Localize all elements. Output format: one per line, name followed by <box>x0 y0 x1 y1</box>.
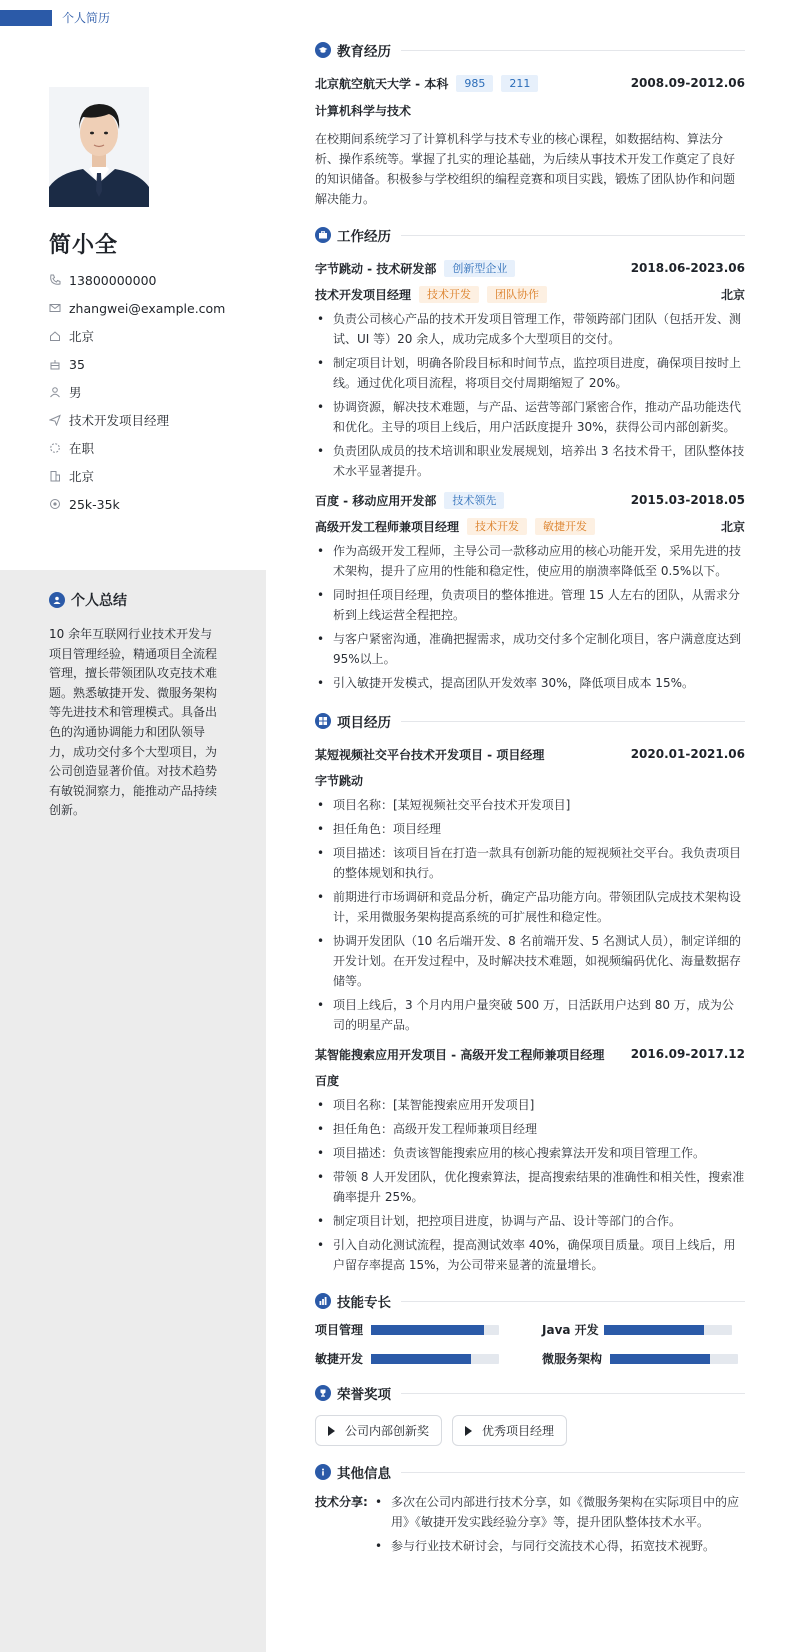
awards-heading <box>315 1379 745 1407</box>
role-tag: 敏捷开发 <box>535 518 595 535</box>
skills-heading <box>315 1287 745 1315</box>
divider <box>401 1301 745 1302</box>
job-header <box>315 489 745 511</box>
skills-grid <box>315 1321 745 1367</box>
list-item: • 带领 8 人开发团队，优化搜索算法，提高搜索结果的准确性和相关性，搜索准确率提升 25%。 <box>315 1167 745 1207</box>
project-name: 某短视频社交平台技术开发项目 - 项目经理 <box>315 747 545 762</box>
job-header <box>315 257 745 279</box>
user-icon <box>49 386 69 398</box>
send-icon <box>49 414 69 426</box>
list-item: • 同时担任项目经理，负责项目的整体推进。管理 15 人左右的团队，从需求分析到上线运营全程把控。 <box>315 585 745 625</box>
award-label: 优秀项目经理 <box>482 1424 555 1438</box>
summary-text: 10 余年互联网行业技术开发与项目管理经验，精通项目全流程管理，擅长带领团队攻克技术难题。熟悉敏捷开发、微服务架构等先进技术和管理模式。具备出色的沟通协调能力和团队领导力，成功交付多个大型项目，为公司创造显著价值。对技术趋势有敏锐洞察力，能推动产品持续创新。 <box>49 627 218 818</box>
role-tag: 团队协作 <box>487 286 547 303</box>
skill-fill <box>610 1354 710 1364</box>
trophy-icon <box>315 1385 331 1401</box>
other-title: 其他信息 <box>337 1466 391 1482</box>
list-item: • 参与行业技术研讨会，与同行交流技术心得，拓宽技术视野。 <box>373 1536 745 1556</box>
briefcase-icon <box>315 227 331 243</box>
project-header <box>315 1043 745 1065</box>
other-bullets <box>373 1492 745 1560</box>
job-role: 技术开发项目经理 <box>315 287 412 302</box>
location-row <box>49 322 225 350</box>
play-icon <box>465 1426 472 1436</box>
list-item: • 协调开发团队（10 名后端开发、8 名前端开发、5 名测试人员），制定详细的开发计划。在开发过程中，及时解决技术难题，如视频编码优化、海量数据存储等。 <box>315 931 745 991</box>
avatar <box>49 87 149 207</box>
cake-icon <box>49 358 69 370</box>
skill-name: Java 开发 <box>542 1323 599 1337</box>
project-name: 某智能搜索应用开发项目 - 高级开发工程师兼项目经理 <box>315 1047 605 1062</box>
job-entry <box>315 489 745 693</box>
job-company: 字节跳动 - 技术研发部 <box>315 261 437 276</box>
candidate-name: 简小全 <box>49 233 119 258</box>
list-item: • 与客户紧密沟通，准确把握需求，成功交付多个定制化项目，客户满意度达到 95%以上。 <box>315 629 745 669</box>
list-item: • 负责团队成员的技术培训和职业发展规划，培养出 3 名技术骨干，团队整体技术水平显著提升。 <box>315 441 745 481</box>
mail-icon <box>49 302 69 314</box>
loading-icon <box>49 442 69 454</box>
phone-row <box>49 266 225 294</box>
skill-fill <box>371 1354 471 1364</box>
school-tag: 211 <box>501 75 538 92</box>
chart-icon <box>315 1293 331 1309</box>
target-city-row <box>49 462 225 490</box>
award-label: 公司内部创新奖 <box>345 1424 430 1438</box>
skill-item <box>315 1350 518 1367</box>
divider <box>401 721 745 722</box>
list-item: • 项目上线后，3 个月内用户量突破 500 万，日活跃用户达到 80 万，成为公司的明星产品。 <box>315 995 745 1035</box>
job-city: 北京 <box>720 519 745 534</box>
phone-text[interactable]: 13800000000 <box>69 272 157 288</box>
list-item: • 担任角色：高级开发工程师兼项目经理 <box>315 1119 745 1139</box>
project-bullets <box>315 795 745 1035</box>
major: 计算机科学与技术 <box>315 103 412 118</box>
target-job-text: 技术开发项目经理 <box>69 413 170 428</box>
divider <box>401 235 745 236</box>
project-bullets <box>315 1095 745 1275</box>
info-icon <box>315 1464 331 1480</box>
projects-title: 项目经历 <box>337 715 391 731</box>
skill-name: 微服务架构 <box>542 1352 603 1366</box>
list-item: • 前期进行市场调研和竞品分析，确定产品功能方向。带领团队完成技术架构设计，采用微服务架构提高系统的可扩展性和稳定性。 <box>315 887 745 927</box>
list-item: • 多次在公司内部进行技术分享，如《微服务架构在实际项目中的应用》《敏捷开发实践经验分享》等，提升团队整体技术水平。 <box>373 1492 745 1532</box>
skill-bar <box>610 1354 738 1364</box>
company-tag: 技术领先 <box>444 492 504 509</box>
age-text: 35 <box>69 356 85 372</box>
skill-bar <box>604 1325 732 1335</box>
building-icon <box>49 470 69 482</box>
project-period: 2020.01-2021.06 <box>630 747 745 761</box>
play-icon <box>328 1426 335 1436</box>
list-item: • 引入敏捷开发模式，提高团队开发效率 30%，降低项目成本 15%。 <box>315 673 745 693</box>
gender-text: 男 <box>69 385 82 400</box>
skill-name: 项目管理 <box>315 1323 364 1337</box>
location-text: 北京 <box>69 329 95 344</box>
summary-heading <box>49 590 127 610</box>
header-accent-bar <box>0 10 52 26</box>
other-heading <box>315 1458 745 1486</box>
grid-icon <box>315 713 331 729</box>
job-bullets <box>315 541 745 693</box>
role-tag: 技术开发 <box>419 286 479 303</box>
project-company: 字节跳动 <box>315 773 364 788</box>
phone-icon <box>49 274 69 286</box>
job-period: 2015.03-2018.05 <box>630 493 745 507</box>
education-period: 2008.09-2012.06 <box>630 76 745 90</box>
work-heading <box>315 221 745 249</box>
project-company: 百度 <box>315 1073 340 1088</box>
project-header <box>315 743 745 765</box>
status-row <box>49 434 225 462</box>
school-name: 北京航空航天大学 - 本科 <box>315 76 449 91</box>
education-row <box>315 72 745 94</box>
skill-bar <box>371 1354 499 1364</box>
education-desc: 在校期间系统学习了计算机科学与技术专业的核心课程，如数据结构、算法分析、操作系统等。掌握了扎实的理论基础，为后续从事技术开发工作奠定了良好的知识储备。积极参与学校组织的编程竞赛和项目实践，锻炼了团队协作和问题解决能力。 <box>315 132 736 206</box>
list-item: • 项目名称：[某智能搜索应用开发项目] <box>315 1095 745 1115</box>
company-tag: 创新型企业 <box>444 260 515 277</box>
skill-item <box>315 1321 518 1338</box>
work-title: 工作经历 <box>337 229 391 245</box>
list-item: • 项目描述：负责该智能搜索应用的核心搜索算法开发和项目管理工作。 <box>315 1143 745 1163</box>
job-bullets <box>315 309 745 481</box>
list-item: • 担任角色：项目经理 <box>315 819 745 839</box>
project-entry <box>315 743 745 1035</box>
skill-bar <box>371 1325 499 1335</box>
email-row <box>49 294 225 322</box>
gender-row <box>49 378 225 406</box>
target-city-text: 北京 <box>69 469 95 484</box>
list-item: • 制定项目计划，明确各阶段目标和时间节点，监控项目进度，确保项目按时上线。通过优化项目流程，将项目交付周期缩短了 20%。 <box>315 353 745 393</box>
skill-name: 敏捷开发 <box>315 1352 364 1366</box>
job-city: 北京 <box>720 287 745 302</box>
list-item: • 项目描述：该项目旨在打造一款具有创新功能的短视频社交平台。我负责项目的整体规划和执行。 <box>315 843 745 883</box>
skill-item <box>542 1350 745 1367</box>
salary-row <box>49 490 225 518</box>
skill-fill <box>604 1325 704 1335</box>
list-item: • 项目名称：[某短视频社交平台技术开发项目] <box>315 795 745 815</box>
age-row <box>49 350 225 378</box>
avatar-photo-icon <box>49 87 149 207</box>
awards-list <box>315 1415 745 1446</box>
other-info <box>315 1492 745 1560</box>
job-role: 高级开发工程师兼项目经理 <box>315 519 460 534</box>
divider <box>401 1472 745 1473</box>
coin-icon <box>49 498 69 510</box>
job-entry <box>315 257 745 481</box>
list-item: • 负责公司核心产品的技术开发项目管理工作，带领跨部门团队（包括开发、测试、UI 等）20 余人，成功完成多个大型项目的交付。 <box>315 309 745 349</box>
award-badge <box>315 1415 442 1446</box>
list-item: • 作为高级开发工程师，主导公司一款移动应用的核心功能开发，采用先进的技术架构，提升了应用的性能和稳定性，使应用的崩溃率降低至 0.5%以下。 <box>315 541 745 581</box>
email-text[interactable]: zhangwei@example.com <box>69 300 226 316</box>
award-badge <box>452 1415 567 1446</box>
status-text: 在职 <box>69 441 95 456</box>
salary-text: 25k-35k <box>69 496 120 512</box>
graduation-cap-icon <box>315 42 331 58</box>
divider <box>401 1393 745 1394</box>
job-period: 2018.06-2023.06 <box>630 261 745 275</box>
main-column <box>315 36 745 1560</box>
other-label: 技术分享: <box>315 1495 368 1509</box>
school-tag: 985 <box>456 75 493 92</box>
projects-heading <box>315 707 745 735</box>
job-role-row <box>315 515 745 537</box>
project-period: 2016.09-2017.12 <box>630 1047 745 1061</box>
contact-info-list <box>49 266 225 518</box>
person-icon <box>49 592 65 608</box>
target-job-row <box>49 406 225 434</box>
summary-title: 个人总结 <box>71 593 127 609</box>
education-title: 教育经历 <box>337 44 391 60</box>
divider <box>401 50 745 51</box>
role-tag: 技术开发 <box>467 518 527 535</box>
education-heading <box>315 36 745 64</box>
job-company: 百度 - 移动应用开发部 <box>315 493 437 508</box>
project-entry <box>315 1043 745 1275</box>
list-item: • 协调资源，解决技术难题，与产品、运营等部门紧密合作，推动产品功能迭代和优化。主导的项目上线后，用户活跃度提升 30%，获得公司内部创新奖。 <box>315 397 745 437</box>
skill-item <box>542 1321 745 1338</box>
list-item: • 引入自动化测试流程，提高测试效率 40%，确保项目质量。项目上线后，用户留存率提高 15%，为公司带来显著的流量增长。 <box>315 1235 745 1275</box>
awards-title: 荣誉奖项 <box>337 1387 391 1403</box>
skill-fill <box>371 1325 484 1335</box>
job-role-row <box>315 283 745 305</box>
header-label: 个人简历 <box>62 11 111 25</box>
home-icon <box>49 330 69 342</box>
list-item: • 制定项目计划，把控项目进度，协调与产品、设计等部门的合作。 <box>315 1211 745 1231</box>
skills-title: 技能专长 <box>337 1295 391 1311</box>
